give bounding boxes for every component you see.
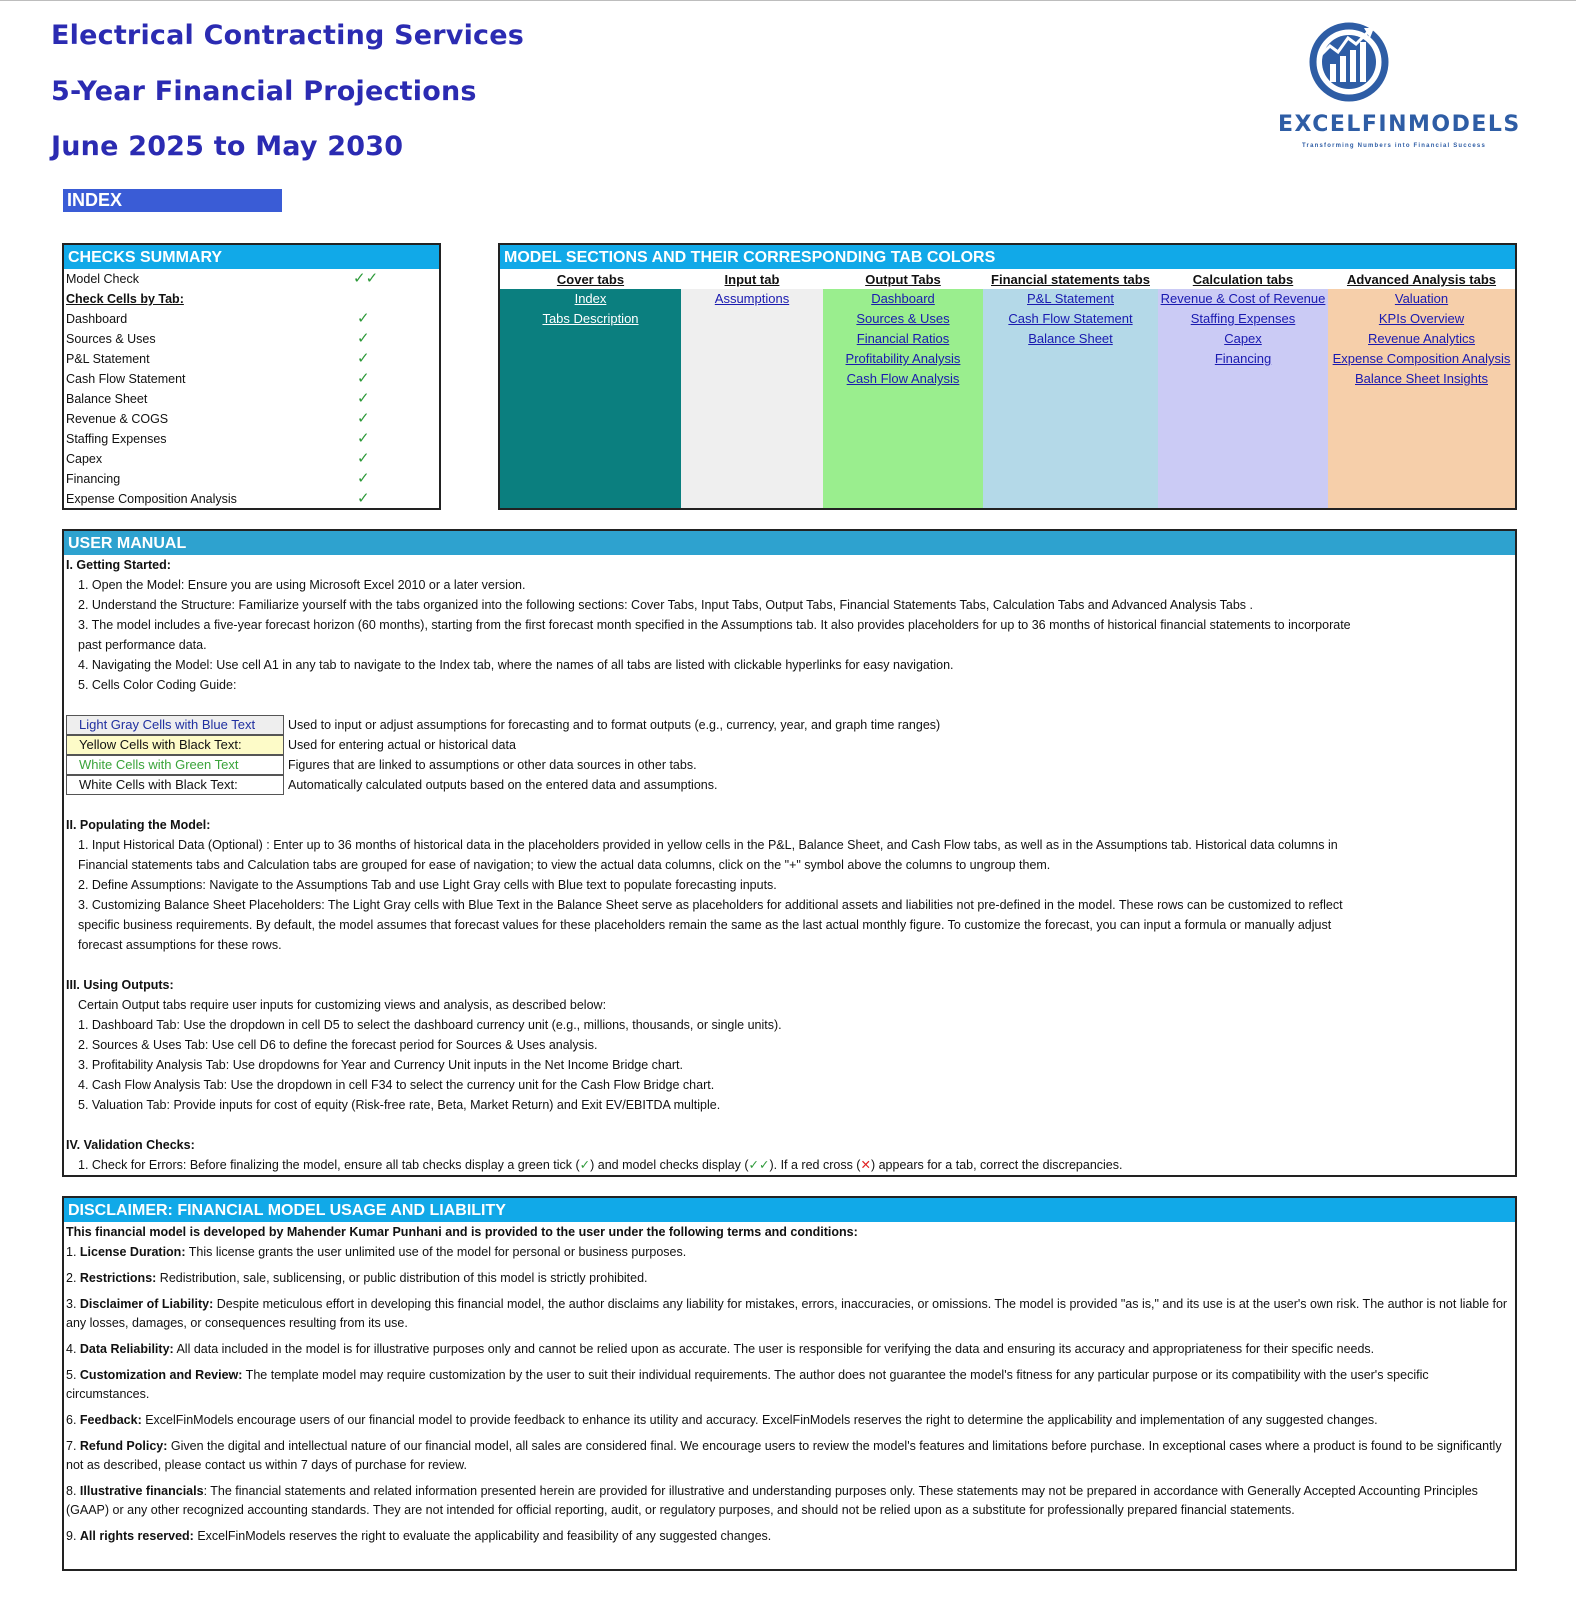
double-check-icon: ✓✓ xyxy=(748,1158,770,1172)
check-icon: ✓ xyxy=(357,410,370,427)
link-dashboard[interactable]: Dashboard xyxy=(871,291,935,306)
title-period: June 2025 to May 2030 xyxy=(51,131,404,162)
legend-row-white-green xyxy=(66,755,1515,775)
section-header-calculation: Calculation tabs xyxy=(1158,269,1328,289)
disclaimer-item: 5. Customization and Review: The template model may require customization by the user to suit their individual requirements. The author does not guarantee the model's fitness for any particular purpose or its compatibility with the user's specific circumstances. xyxy=(66,1368,1429,1401)
section-col-input xyxy=(681,269,823,508)
manual-item: 2. Sources & Uses Tab: Use cell D6 to define the forecast period for Sources & Uses analysis. xyxy=(78,1038,598,1052)
link-revenue-analytics[interactable]: Revenue Analytics xyxy=(1368,331,1475,346)
link-sources-uses[interactable]: Sources & Uses xyxy=(856,311,950,326)
manual-item: past performance data. xyxy=(78,638,207,652)
check-row-cash-flow-statement: Cash Flow Statement ✓ xyxy=(66,370,370,387)
check-row-sources-uses: Sources & Uses ✓ xyxy=(66,330,370,347)
check-icon: ✓ xyxy=(357,390,370,407)
check-row-staffing-expenses: Staffing Expenses ✓ xyxy=(66,430,370,447)
excelfinmodels-logo-icon xyxy=(1272,20,1521,160)
check-row-balance-sheet: Balance Sheet ✓ xyxy=(66,390,370,407)
manual-item: 4. Navigating the Model: Use cell A1 in any tab to navigate to the Index tab, where the names of all tabs are listed with clickable hyperlinks for easy navigation. xyxy=(78,658,954,672)
check-icon: ✓ xyxy=(357,310,370,327)
link-capex[interactable]: Capex xyxy=(1224,331,1262,346)
check-row-dashboard: Dashboard ✓ xyxy=(66,310,370,327)
logo-wordmark: EXCELFINMODELS xyxy=(1278,112,1521,137)
section-col-financial-statements xyxy=(983,269,1158,508)
link-financing[interactable]: Financing xyxy=(1214,351,1272,366)
check-icon: ✓ xyxy=(579,1158,591,1172)
user-manual-panel xyxy=(62,529,1517,1177)
link-cash-flow-statement[interactable]: Cash Flow Statement xyxy=(1008,311,1133,326)
section-header-advanced-analysis: Advanced Analysis tabs xyxy=(1328,269,1515,289)
legend-row-yellow xyxy=(66,735,1515,755)
legend-row-gray xyxy=(66,715,1515,735)
section-col-advanced-analysis xyxy=(1328,269,1515,508)
manual-heading-populating: II. Populating the Model: xyxy=(66,818,211,832)
logo-tagline: Transforming Numbers into Financial Success xyxy=(1302,143,1486,149)
legend-row-white-black xyxy=(66,775,1515,795)
disclaimer-item: 1. License Duration: This license grants the user unlimited use of the model for personal or business purposes. xyxy=(66,1245,687,1259)
check-icon: ✓ xyxy=(357,490,370,507)
manual-item: Financial statements tabs and Calculation tabs are grouped for ease of navigation; to view the actual data columns, click on the "+" symbol above the columns to ungroup them. xyxy=(78,858,1051,872)
model-check-label: Model Check xyxy=(66,272,139,286)
check-row-expense-composition: Expense Composition Analysis ✓ xyxy=(66,490,370,507)
title-company: Electrical Contracting Services xyxy=(51,20,525,51)
check-row-revenue-cogs: Revenue & COGS ✓ xyxy=(66,410,370,427)
check-row-financing: Financing ✓ xyxy=(66,470,370,487)
manual-item: 1. Input Historical Data (Optional) : Enter up to 36 months of historical data in the placeholders provided in yellow cells in the P&L, Balance Sheet, and Cash Flow tabs, as well as in the Assumptions tab. Historical data columns in xyxy=(78,838,1338,852)
legend-desc: Used to input or adjust assumptions for forecasting and to format outputs (e.g., currency, year, and graph time ranges) xyxy=(288,718,941,732)
model-sections-panel xyxy=(498,243,1517,510)
check-row-pl-statement: P&L Statement ✓ xyxy=(66,350,370,367)
check-row-capex: Capex ✓ xyxy=(66,450,370,467)
legend-swatch-gray-blue: Light Gray Cells with Blue Text xyxy=(66,715,284,735)
manual-item: 3. The model includes a five-year forecast horizon (60 months), starting from the first forecast month specified in the Assumptions tab. It also provides placeholders for up to 36 months of historical financial statements to incorporate xyxy=(78,618,1351,632)
title-projection: 5-Year Financial Projections xyxy=(51,76,477,107)
disclaimer-item: 2. Restrictions: Redistribution, sale, sublicensing, or public distribution of this model is strictly prohibited. xyxy=(66,1271,648,1285)
legend-swatch-white-black: White Cells with Black Text: xyxy=(66,775,284,795)
link-staffing-expenses[interactable]: Staffing Expenses xyxy=(1190,311,1296,326)
disclaimer-intro: This financial model is developed by Mahender Kumar Punhani and is provided to the user under the following terms and conditions: xyxy=(66,1225,858,1239)
section-header-cover: Cover tabs xyxy=(500,269,681,289)
checks-summary-title: CHECKS SUMMARY xyxy=(64,245,439,269)
link-expense-composition-analysis[interactable]: Expense Composition Analysis xyxy=(1332,351,1511,366)
legend-desc: Automatically calculated outputs based on the entered data and assumptions. xyxy=(288,778,718,792)
disclaimer-item: 3. Disclaimer of Liability: Despite meticulous effort in developing this financial model, the author disclaims any liability for mistakes, errors, inaccuracies, or omissions. The model is provided "as is," and its use is at the user's own risk. The author is not liable for any losses, damages, or consequences resulting from its use. xyxy=(66,1297,1508,1330)
section-col-calculation xyxy=(1158,269,1328,508)
section-col-cover xyxy=(500,269,681,508)
manual-item: forecast assumptions for these rows. xyxy=(78,938,282,952)
link-kpis-overview[interactable]: KPIs Overview xyxy=(1378,311,1465,326)
manual-item-validation: 1. Check for Errors: Before finalizing the model, ensure all tab checks display a green tick (✓) and model checks display (✓✓). If a red cross (✕) appears for a tab, correct the discrepancies. xyxy=(78,1158,1123,1172)
section-header-input: Input tab xyxy=(681,269,823,289)
section-col-output xyxy=(823,269,983,508)
cross-icon: ✕ xyxy=(860,1158,871,1172)
manual-item: 1. Open the Model: Ensure you are using Microsoft Excel 2010 or a later version. xyxy=(78,578,526,592)
manual-item: 1. Dashboard Tab: Use the dropdown in cell D5 to select the dashboard currency unit (e.g., millions, thousands, or single units). xyxy=(78,1018,782,1032)
user-manual-title: USER MANUAL xyxy=(64,531,1515,555)
disclaimer-item: 9. All rights reserved: ExcelFinModels reserves the right to evaluate the applicability and feasibility of any suggested changes. xyxy=(66,1529,772,1543)
check-icon: ✓ xyxy=(357,430,370,447)
link-valuation[interactable]: Valuation xyxy=(1394,291,1449,306)
model-check-row xyxy=(64,269,439,289)
index-label: INDEX xyxy=(63,189,282,212)
legend-swatch-yellow-black: Yellow Cells with Black Text: xyxy=(66,735,284,755)
disclaimer-item: 8. Illustrative financials: The financial statements and related information presented herein are provided for illustrative and understanding purposes only. These statements may not be prepared in accordance with Generally Accepted Accounting Principles (GAAP) or any other recognized accounting standards. They are not intended for official reporting, audit, or regulatory purposes, and should not be relied upon as a substitute for professionally prepared financial statements. xyxy=(66,1484,1478,1517)
check-icon: ✓ xyxy=(357,370,370,387)
section-header-output: Output Tabs xyxy=(823,269,983,289)
manual-item: 2. Define Assumptions: Navigate to the Assumptions Tab and use Light Gray cells with Blue text to populate forecasting inputs. xyxy=(78,878,777,892)
manual-heading-validation: IV. Validation Checks: xyxy=(66,1138,195,1152)
manual-item: Certain Output tabs require user inputs for customizing views and analysis, as described below: xyxy=(78,998,607,1012)
link-balance-sheet[interactable]: Balance Sheet xyxy=(1028,331,1113,346)
manual-item: 5. Valuation Tab: Provide inputs for cost of equity (Risk-free rate, Beta, Market Return) and Exit EV/EBITDA multiple. xyxy=(78,1098,721,1112)
link-profitability-analysis[interactable]: Profitability Analysis xyxy=(845,351,961,366)
manual-item: specific business requirements. By default, the model assumes that forecast values for these placeholders remain the same as the last actual monthly figure. To customize the forecast, you can input a formula or manually adjust xyxy=(78,918,1332,932)
link-tabs-description[interactable]: Tabs Description xyxy=(542,311,639,326)
manual-heading-outputs: III. Using Outputs: xyxy=(66,978,174,992)
disclaimer-item: 7. Refund Policy: Given the digital and intellectual nature of our financial model, all sales are considered final. We encourage users to review the model's features and limitations before purchase. In exceptional cases where a product is found to be significantly not as described, please contact us within 7 days of purchase for review. xyxy=(66,1439,1502,1472)
link-assumptions[interactable]: Assumptions xyxy=(714,291,790,306)
check-cells-by-tab-label: Check Cells by Tab: xyxy=(66,292,184,306)
legend-desc: Figures that are linked to assumptions or other data sources in other tabs. xyxy=(288,758,697,772)
manual-item: 4. Cash Flow Analysis Tab: Use the dropdown in cell F34 to select the currency unit for the Cash Flow Bridge chart. xyxy=(78,1078,715,1092)
disclaimer-item: 4. Data Reliability: All data included in the model is for illustrative purposes only and cannot be relied upon as accurate. The user is responsible for verifying the data and ensuring its accuracy and appropriateness for their specific needs. xyxy=(66,1342,1375,1356)
link-balance-sheet-insights[interactable]: Balance Sheet Insights xyxy=(1355,371,1488,386)
link-financial-ratios[interactable]: Financial Ratios xyxy=(856,331,950,346)
check-icon: ✓ xyxy=(357,450,370,467)
check-icon: ✓ xyxy=(357,350,370,367)
link-cash-flow-analysis[interactable]: Cash Flow Analysis xyxy=(846,371,960,386)
check-icon: ✓ xyxy=(357,470,370,487)
manual-item: 3. Customizing Balance Sheet Placeholders: The Light Gray cells with Blue Text in the Balance Sheet serve as placeholders for additional assets and liabilities not pre-defined in the model. These rows can be customized to reflect xyxy=(78,898,1343,912)
link-pl-statement[interactable]: P&L Statement xyxy=(1027,291,1114,306)
disclaimer-title: DISCLAIMER: FINANCIAL MODEL USAGE AND LIABILITY xyxy=(64,1198,1515,1222)
manual-heading-getting-started: I. Getting Started: xyxy=(66,558,171,572)
link-index[interactable]: Index xyxy=(574,291,607,306)
top-border xyxy=(0,0,1576,1)
link-revenue-cost[interactable]: Revenue & Cost of Revenue xyxy=(1160,291,1326,306)
manual-item: 3. Profitability Analysis Tab: Use dropdowns for Year and Currency Unit inputs in the Net Income Bridge chart. xyxy=(78,1058,683,1072)
checks-summary-panel xyxy=(62,243,441,510)
manual-item: 2. Understand the Structure: Familiarize yourself with the tabs organized into the following sections: Cover Tabs, Input Tabs, Output Tabs, Financial Statements Tabs, Calculation Tabs and Advanced Analysis Tabs . xyxy=(78,598,1253,612)
double-check-icon: ✓✓ xyxy=(353,270,379,287)
section-header-financial-statements: Financial statements tabs xyxy=(983,269,1158,289)
legend-desc: Used for entering actual or historical data xyxy=(288,738,516,752)
disclaimer-item: 6. Feedback: ExcelFinModels encourage users of our financial model to provide feedback to enhance its utility and accuracy. ExcelFinModels reserves the right to determine the applicability and implementation of any suggested changes. xyxy=(66,1413,1378,1427)
manual-item: 5. Cells Color Coding Guide: xyxy=(78,678,237,692)
legend-swatch-white-green: White Cells with Green Text xyxy=(66,755,284,775)
model-sections-title: MODEL SECTIONS AND THEIR CORRESPONDING TAB COLORS xyxy=(500,245,1515,269)
check-icon: ✓ xyxy=(357,330,370,347)
disclaimer-panel xyxy=(62,1196,1517,1571)
